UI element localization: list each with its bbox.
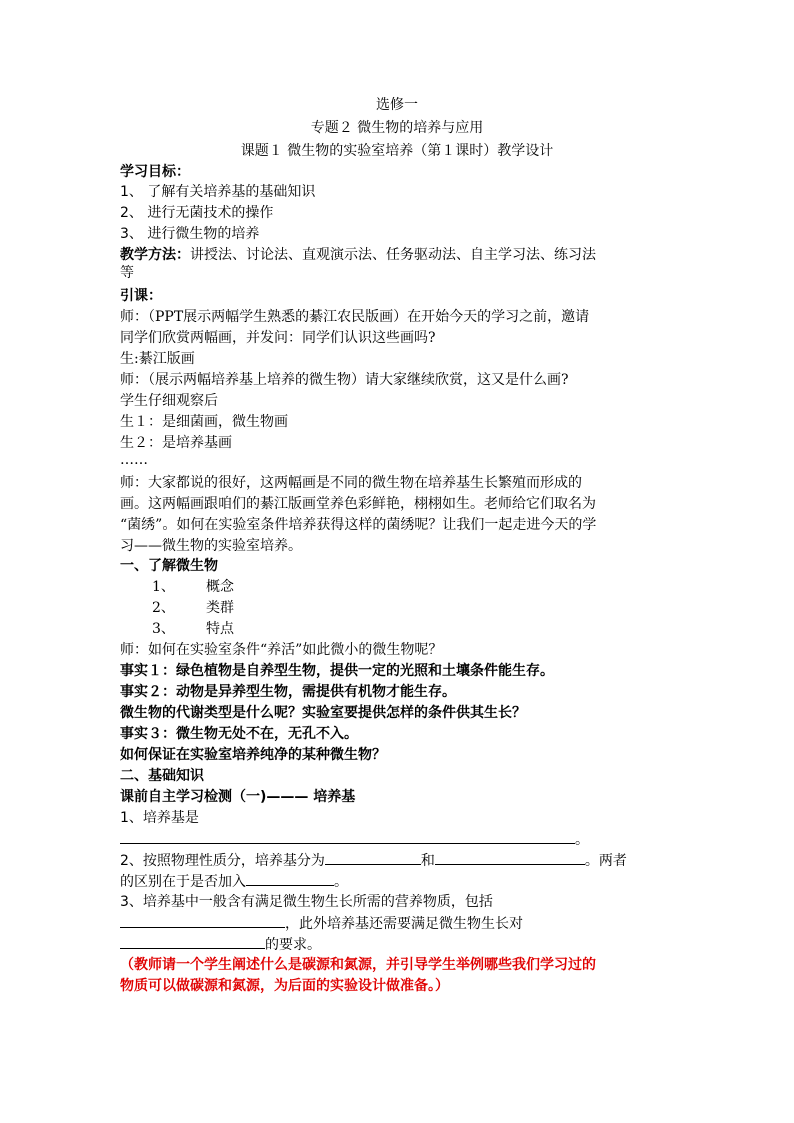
question-2-cont: 的区别在于是否加入 。: [120, 871, 348, 892]
teaching-methods: [120, 245, 596, 265]
intro-line: 同学们欣赏两幅画，并发问：同学们认识这些画吗?: [120, 330, 436, 346]
topic-title: 专题２ 微生物的培养与应用: [310, 120, 484, 136]
intro-line: 师：（PPT展示两幅学生熟悉的綦江农民版画）在开始今天的学习之前，邀请: [120, 309, 590, 325]
question-2: 2、按照物理性质分，培养基分为 和 。两者: [120, 850, 627, 871]
question-1: 1、培养基是: [120, 810, 199, 826]
intro-line: 师：大家都说的很好，这两幅画是不同的微生物在培养基生长繁殖而形成的: [120, 475, 582, 491]
question-3: 3、培养基中一般含有满足微生物生长所需的营养物质，包括: [120, 894, 493, 910]
intro-line: 生:綦江版画: [120, 351, 195, 367]
answer-blank[interactable]: [120, 829, 575, 844]
teacher-note: （教师请一个学生阐述什么是碳源和氮源，并引导学生举例哪些我们学习过的: [120, 957, 596, 973]
objective-item: 1、 了解有关培养基的基础知识: [120, 184, 316, 200]
intro-line: 画。这两幅画跟咱们的綦江版画堂养色彩鲜艳，栩栩如生。老师给它们取名为: [120, 496, 596, 512]
intro-line: 习——微生物的实验室培养。: [120, 538, 302, 554]
section1-item: 3、 特点: [152, 621, 234, 637]
fact-line: 事实２：动物是异养型生物，需提供有机物才能生存。: [120, 684, 456, 700]
methods-label: 教学方法：: [120, 247, 190, 263]
lesson-title: 课题１ 微生物的实验室培养（第１课时）教学设计: [240, 143, 554, 159]
intro-line: “菌绣”。如何在实验室条件培养获得这样的菌绣呢？让我们一起走进今天的学: [120, 517, 597, 533]
objective-item: 2、 进行无菌技术的操作: [120, 205, 274, 221]
objectives-heading: 学习目标：: [120, 164, 190, 180]
section2-heading: 二、基础知识: [120, 768, 204, 784]
intro-line: 生１：是细菌画，微生物画: [120, 414, 288, 430]
methods-text: 讲授法、讨论法、直观演示法、任务驱动法、自主学习法、练习法: [190, 247, 596, 263]
objective-item: 3、 进行微生物的培养: [120, 226, 260, 242]
fact-line: 如何保证在实验室培养纯净的某种微生物？: [120, 747, 386, 763]
course-title: 选修一: [376, 97, 418, 113]
teacher-note: 物质可以做碳源和氮源，为后面的实验设计做准备。）: [120, 978, 449, 994]
self-check-title: 课前自主学习检测（一)——— 培养基: [120, 789, 356, 805]
answer-blank[interactable]: [325, 850, 421, 865]
answer-blank[interactable]: [435, 850, 585, 865]
fact-line: 事实３：微生物无处不在，无孔不入。: [120, 726, 358, 742]
question-1-blank-line: 。: [120, 829, 589, 850]
intro-line: 生２：是培养基画: [120, 435, 232, 451]
intro-line: 学生仔细观察后: [120, 393, 218, 409]
answer-blank[interactable]: [246, 871, 334, 886]
teacher-question: 师：如何在实验室条件“养活”如此微小的微生物呢？: [120, 642, 443, 658]
intro-line: 师：（展示两幅培养基上培养的微生物）请大家继续欣赏，这又是什么画?: [120, 372, 569, 388]
question-3-cont: 的要求。: [120, 934, 321, 955]
question-3-cont: ，此外培养基还需要满足微生物生长对: [120, 913, 523, 934]
section1-heading: 一、了解微生物: [120, 558, 218, 574]
intro-heading: 引课：: [120, 288, 162, 304]
answer-blank[interactable]: [120, 934, 265, 949]
fact-line: 事实１：绿色植物是自养型生物，提供一定的光照和土壤条件能生存。: [120, 663, 554, 679]
methods-text-cont: 等: [120, 265, 134, 281]
section1-item: 1、 概念: [152, 579, 234, 595]
fact-line: 微生物的代谢类型是什么呢？实验室要提供怎样的条件供其生长？: [120, 705, 526, 721]
answer-blank[interactable]: [120, 913, 285, 928]
section1-item: 2、 类群: [152, 600, 234, 616]
intro-line: ……: [120, 452, 148, 468]
